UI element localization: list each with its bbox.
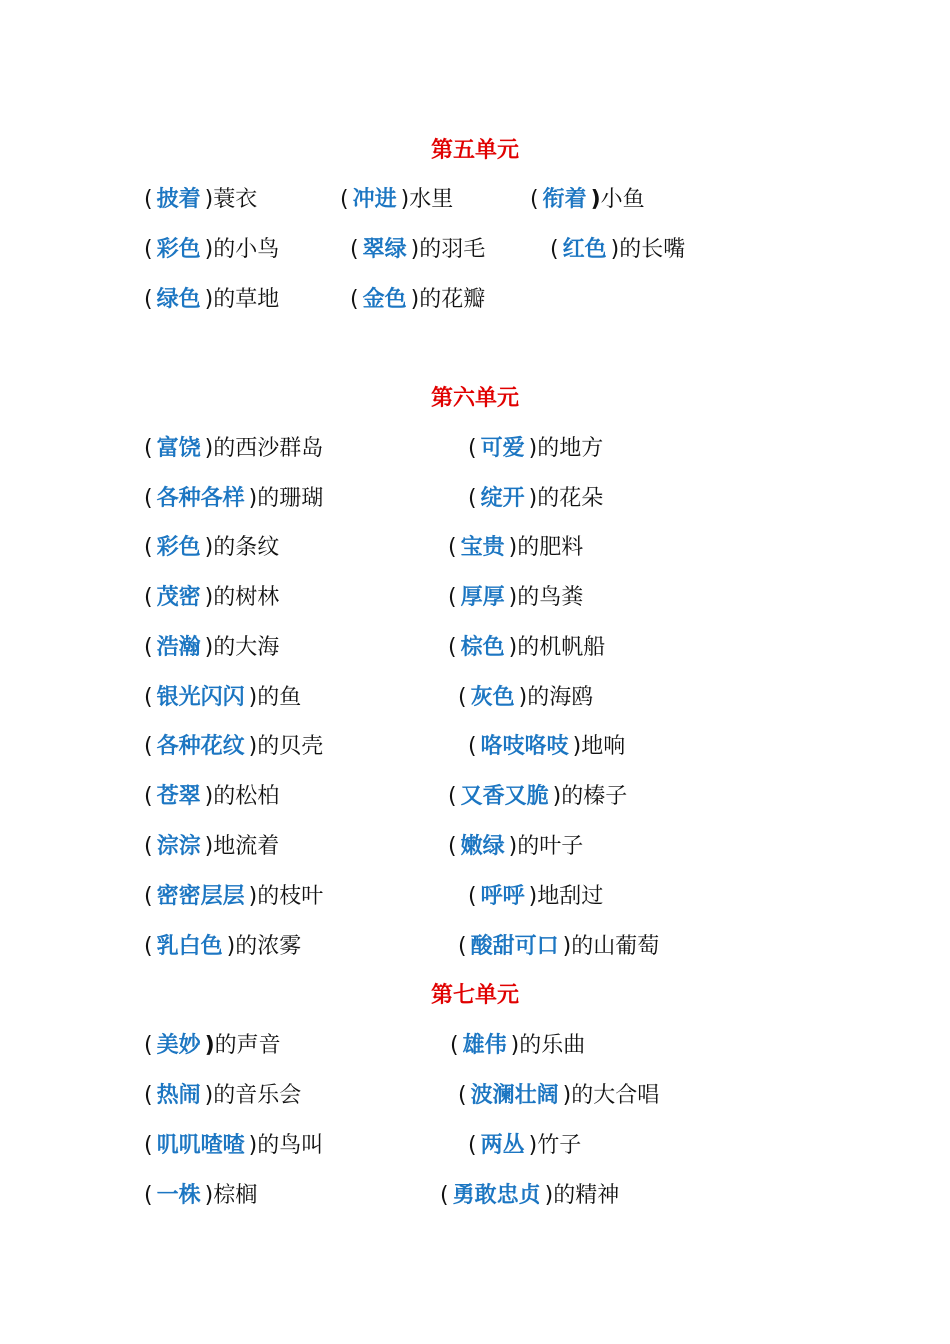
- phrase: ( 灰色 )的海鸥: [458, 685, 594, 710]
- answer: 翠绿: [362, 237, 407, 262]
- phrase-suffix: 地刮过: [537, 884, 604, 909]
- phrase: ( 热闹 )的音乐会: [144, 1083, 302, 1108]
- answer: 热闹: [156, 1083, 201, 1108]
- phrase-suffix: 蓑衣: [213, 187, 258, 212]
- answer: 金色: [362, 287, 407, 312]
- phrase-suffix: 的叶子: [517, 834, 584, 859]
- phrase: ( 勇敢忠贞 )的精神: [440, 1183, 620, 1208]
- answer: 叽叽喳喳: [156, 1133, 245, 1158]
- phrase-suffix: 的草地: [213, 287, 280, 312]
- phrase: ( 一株 )棕榈: [144, 1183, 258, 1208]
- phrase: ( 乳白色 )的浓雾: [144, 934, 302, 959]
- phrase: ( 叽叽喳喳 )的鸟叫: [144, 1133, 324, 1158]
- phrase: ( 又香又脆 )的榛子: [448, 784, 628, 809]
- phrase-suffix: 的贝壳: [257, 734, 324, 759]
- phrase-suffix: 水里: [409, 187, 454, 212]
- phrase: ( 密密层层 )的枝叶: [144, 884, 324, 909]
- unit-title: 第五单元: [430, 138, 519, 163]
- answer: 衔着: [542, 187, 587, 212]
- phrase: ( 可爱 )的地方: [468, 436, 604, 461]
- answer: 各种花纹: [156, 734, 245, 759]
- phrase: ( 银光闪闪 )的鱼: [144, 685, 302, 710]
- phrase-suffix: 的机帆船: [517, 635, 606, 660]
- phrase: ( 披着 )蓑衣: [144, 187, 258, 212]
- phrase: ( 美妙 )的声音: [144, 1033, 281, 1058]
- answer: 富饶: [156, 436, 201, 461]
- phrase-suffix: 的大合唱: [571, 1083, 660, 1108]
- answer: 勇敢忠贞: [452, 1183, 541, 1208]
- phrase: ( 翠绿 )的羽毛: [350, 237, 486, 262]
- phrase-suffix: 的精神: [553, 1183, 620, 1208]
- phrase-suffix: 的松柏: [213, 784, 280, 809]
- answer: 一株: [156, 1183, 201, 1208]
- phrase: ( 衔着 )小鱼: [530, 187, 645, 212]
- phrase-suffix: 的榛子: [561, 784, 628, 809]
- answer: 披着: [156, 187, 201, 212]
- phrase: ( 两丛 )竹子: [468, 1133, 582, 1158]
- answer: 冲进: [352, 187, 397, 212]
- phrase-suffix: 的鱼: [257, 685, 302, 710]
- phrase: ( 冲进 )水里: [340, 187, 454, 212]
- phrase-suffix: 的珊瑚: [257, 486, 324, 511]
- answer: 美妙: [156, 1033, 201, 1058]
- phrase: ( 浩瀚 )的大海: [144, 635, 280, 660]
- answer: 红色: [562, 237, 607, 262]
- phrase-suffix: 的大海: [213, 635, 280, 660]
- phrase: ( 茂密 )的树林: [144, 585, 280, 610]
- phrase: ( 厚厚 )的鸟粪: [448, 585, 584, 610]
- answer: 雄伟: [462, 1033, 507, 1058]
- phrase-suffix: 的长嘴: [619, 237, 686, 262]
- phrase-suffix: 的小鸟: [213, 237, 280, 262]
- answer: 又香又脆: [460, 784, 549, 809]
- phrase: ( 红色 )的长嘴: [550, 237, 686, 262]
- answer: 灰色: [470, 685, 515, 710]
- answer: 酸甜可口: [470, 934, 559, 959]
- answer: 可爱: [480, 436, 525, 461]
- phrase-suffix: 的音乐会: [213, 1083, 302, 1108]
- phrase-suffix: 棕榈: [213, 1183, 258, 1208]
- phrase: ( 各种花纹 )的贝壳: [144, 734, 324, 759]
- phrase-suffix: 的山葡萄: [571, 934, 660, 959]
- phrase-suffix: 的花瓣: [419, 287, 486, 312]
- answer: 绿色: [156, 287, 201, 312]
- answer: 宝贵: [460, 535, 505, 560]
- answer: 苍翠: [156, 784, 201, 809]
- phrase: ( 宝贵 )的肥料: [448, 535, 584, 560]
- answer: 咯吱咯吱: [480, 734, 569, 759]
- phrase: ( 富饶 )的西沙群岛: [144, 436, 324, 461]
- phrase-suffix: 的鸟叫: [257, 1133, 324, 1158]
- phrase-suffix: 的鸟粪: [517, 585, 584, 610]
- phrase: ( 彩色 )的小鸟: [144, 237, 280, 262]
- phrase-suffix: 小鱼: [600, 187, 645, 212]
- phrase-suffix: 的声音: [214, 1033, 281, 1058]
- answer: 淙淙: [156, 834, 201, 859]
- phrase-suffix: 地流着: [213, 834, 280, 859]
- phrase-suffix: 的地方: [537, 436, 604, 461]
- unit-title: 第六单元: [430, 386, 519, 411]
- answer: 各种各样: [156, 486, 245, 511]
- answer: 乳白色: [156, 934, 223, 959]
- answer: 彩色: [156, 237, 201, 262]
- answer: 银光闪闪: [156, 685, 245, 710]
- phrase: ( 雄伟 )的乐曲: [450, 1033, 586, 1058]
- answer: 棕色: [460, 635, 505, 660]
- phrase: ( 棕色 )的机帆船: [448, 635, 606, 660]
- phrase-suffix: 的浓雾: [235, 934, 302, 959]
- phrase-suffix: 的乐曲: [519, 1033, 586, 1058]
- phrase: ( 波澜壮阔 )的大合唱: [458, 1083, 660, 1108]
- phrase: ( 苍翠 )的松柏: [144, 784, 280, 809]
- phrase: ( 酸甜可口 )的山葡萄: [458, 934, 660, 959]
- phrase-suffix: 的海鸥: [527, 685, 594, 710]
- phrase-suffix: 的肥料: [517, 535, 584, 560]
- phrase: ( 淙淙 )地流着: [144, 834, 280, 859]
- answer: 波澜壮阔: [470, 1083, 559, 1108]
- answer: 两丛: [480, 1133, 525, 1158]
- phrase: ( 呼呼 )地刮过: [468, 884, 604, 909]
- phrase-suffix: 的羽毛: [419, 237, 486, 262]
- phrase: ( 各种各样 )的珊瑚: [144, 486, 324, 511]
- answer: 密密层层: [156, 884, 245, 909]
- phrase-suffix: 的花朵: [537, 486, 604, 511]
- phrase: ( 金色 )的花瓣: [350, 287, 486, 312]
- phrase: ( 绿色 )的草地: [144, 287, 280, 312]
- phrase-suffix: 的树林: [213, 585, 280, 610]
- phrase-suffix: 的条纹: [213, 535, 280, 560]
- answer: 浩瀚: [156, 635, 201, 660]
- answer: 嫩绿: [460, 834, 505, 859]
- unit-title: 第七单元: [430, 983, 519, 1008]
- phrase: ( 彩色 )的条纹: [144, 535, 280, 560]
- answer: 绽开: [480, 486, 525, 511]
- answer: 呼呼: [480, 884, 525, 909]
- answer: 彩色: [156, 535, 201, 560]
- phrase: ( 嫩绿 )的叶子: [448, 834, 584, 859]
- answer: 茂密: [156, 585, 201, 610]
- phrase-suffix: 的枝叶: [257, 884, 324, 909]
- phrase-suffix: 的西沙群岛: [213, 436, 324, 461]
- answer: 厚厚: [460, 585, 505, 610]
- phrase: ( 绽开 )的花朵: [468, 486, 604, 511]
- phrase-suffix: 地响: [581, 734, 626, 759]
- phrase-suffix: 竹子: [537, 1133, 582, 1158]
- phrase: ( 咯吱咯吱 )地响: [468, 734, 626, 759]
